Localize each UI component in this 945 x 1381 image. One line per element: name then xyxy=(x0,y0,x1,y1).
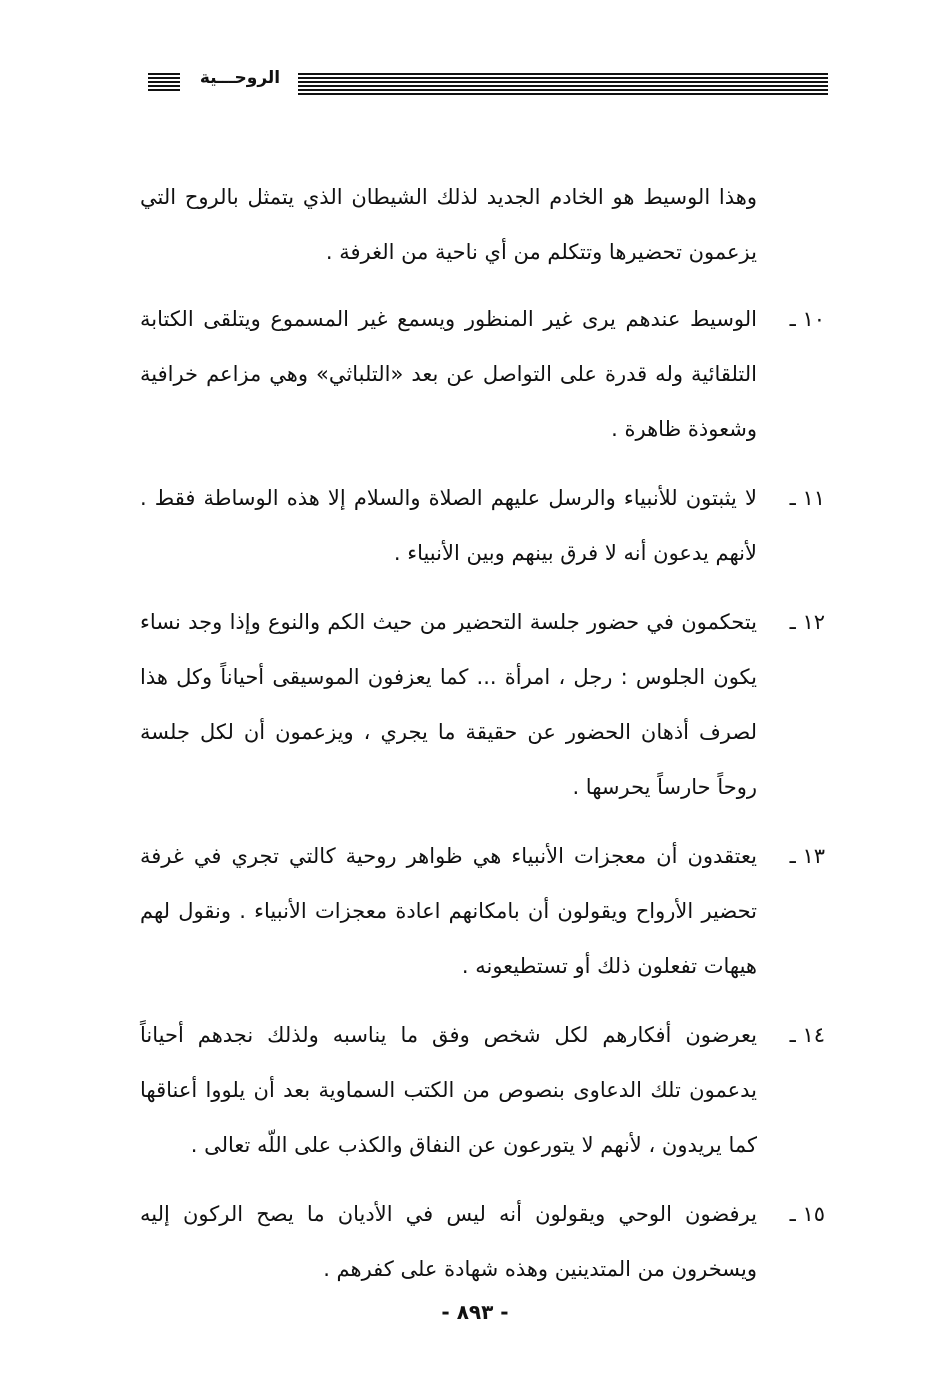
list-item-12 xyxy=(140,595,825,815)
item-text: لا يثبتون للأنبياء والرسل عليهم الصلاة والسلام إلا هذه الوساطة فقط . لأنهم يدعون أنه لا فرق بينهم وبين الأنبياء . xyxy=(140,486,757,565)
item-text: الوسيط عندهم يرى غير المنظور ويسمع غير المسموع ويتلقى الكتابة التلقائية وله قدرة على التواصل عن بعد «التلباثي» وهي مزاعم خرافية وشعوذة ظاهرة . xyxy=(140,307,757,441)
item-number: ١٥ ـ xyxy=(789,1202,825,1226)
running-title: الروحـــية xyxy=(199,68,281,88)
page-number: - ٨٩٣ - xyxy=(441,1300,509,1324)
page-body xyxy=(140,170,825,1311)
list-item-15 xyxy=(140,1187,825,1297)
list-item-10 xyxy=(140,292,825,457)
item-text: يرفضون الوحي ويقولون أنه ليس في الأديان ما يصح الركون إليه ويسخرون من المتدينين وهذه شهادة على كفرهم . xyxy=(140,1202,757,1281)
item-text: يعرضون أفكارهم لكل شخص وفق ما يناسبه ولذلك نجدهم أحياناً يدعمون تلك الدعاوى بنصوص من الكتب السماوية بعد أن يلووا أعناقها كما يريدون ، لأنهم لا يتورعون عن النفاق والكذب على اللّه تعالى . xyxy=(140,1023,757,1157)
item-number: ١٢ ـ xyxy=(789,610,825,634)
list-item-14 xyxy=(140,1008,825,1173)
header-rule-left xyxy=(148,73,180,93)
item-number: ١١ ـ xyxy=(789,486,825,510)
item-number: ١٠ ـ xyxy=(789,307,825,331)
list-item-11 xyxy=(140,471,825,581)
item-text: يعتقدون أن معجزات الأنبياء هي ظواهر روحية كالتي تجري في غرفة تحضير الأرواح ويقولون أن بامكانهم اعادة معجزات الأنبياء . ونقول لهم هيهات تفعلون ذلك أو تستطيعونه . xyxy=(140,844,757,978)
header-rule-right xyxy=(298,73,828,95)
item-number: ١٤ ـ xyxy=(789,1023,825,1047)
intro-paragraph: وهذا الوسيط هو الخادم الجديد لذلك الشيطان الذي يتمثل بالروح التي يزعمون تحضيرها وتتكلم من أي ناحية من الغرفة . xyxy=(140,185,757,264)
list-item-13 xyxy=(140,829,825,994)
item-number: ١٣ ـ xyxy=(789,844,825,868)
item-text: يتحكمون في حضور جلسة التحضير من حيث الكم والنوع وإذا وجد نساء يكون الجلوس : رجل ، امرأة ... كما يعزفون الموسيقى أحياناً وكل هذا لصرف أذهان الحضور عن حقيقة ما يجري ، ويزعمون أن لكل جلسة روحاً حارساً يحرسها . xyxy=(140,610,757,799)
